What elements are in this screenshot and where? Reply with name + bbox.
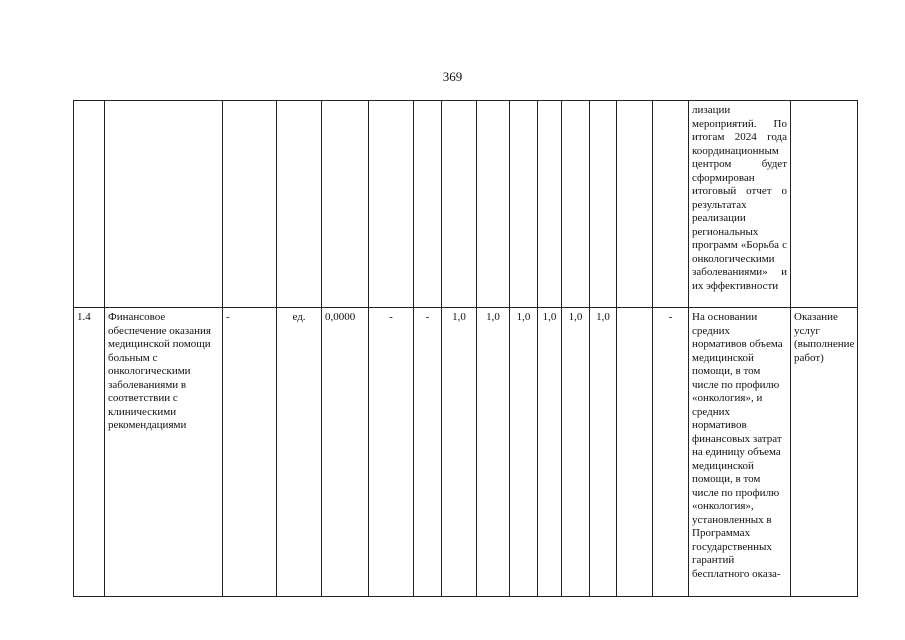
- year-value-cell: 1,0: [562, 308, 590, 597]
- type-cell: Оказание услуг (выполнение работ): [791, 308, 858, 597]
- measure-name-cell: [105, 101, 223, 308]
- page-number: 369: [442, 69, 463, 84]
- year-value-cell: [617, 308, 653, 597]
- year-value-cell: [653, 101, 689, 308]
- table-row: [74, 308, 858, 597]
- year-value-cell: [369, 101, 414, 308]
- unit-cell: [277, 101, 322, 308]
- year-value-cell: [414, 101, 442, 308]
- year-value-cell: [562, 101, 590, 308]
- year-value-cell: -: [653, 308, 689, 597]
- year-value-cell: -: [369, 308, 414, 597]
- year-value-cell: [617, 101, 653, 308]
- row-number-cell: 1.4: [74, 308, 105, 597]
- indicator-cell: [223, 101, 277, 308]
- year-value-cell: 1,0: [590, 308, 617, 597]
- year-value-cell: 1,0: [442, 308, 477, 597]
- table-row: [74, 101, 858, 308]
- year-value-cell: [442, 101, 477, 308]
- year-value-cell: -: [414, 308, 442, 597]
- year-value-cell: [477, 101, 510, 308]
- base-value-cell: [322, 101, 369, 308]
- type-cell: [791, 101, 858, 308]
- year-value-cell: [538, 101, 562, 308]
- year-value-cell: [590, 101, 617, 308]
- unit-cell: ед.: [277, 308, 322, 597]
- measure-name-cell: Финансовое обеспечение оказания медицинской помощи больным с онкологическими заболеваниями в соответствии с клиническими рекомендациями: [105, 308, 223, 597]
- indicator-cell: -: [223, 308, 277, 597]
- year-value-cell: 1,0: [538, 308, 562, 597]
- year-value-cell: [510, 101, 538, 308]
- year-value-cell: 1,0: [477, 308, 510, 597]
- year-value-cell: 1,0: [510, 308, 538, 597]
- row-number-cell: [74, 101, 105, 308]
- base-value-cell: 0,0000: [322, 308, 369, 597]
- description-cell: На основании средних нормативов объема медицинской помощи, в том числе по профилю «онкология», и средних нормативов финансовых затрат на единицу объема медицинской помощи, в том числе по профилю «онкология», установленных в Программах государственных гарантий бесплатного оказа-: [689, 308, 791, 597]
- document-table: [73, 100, 858, 597]
- description-cell: лизации мероприятий. По итогам 2024 года координационным центром будет сформирован итоговый отчет о результатах реализации региональных программ «Борьба с онкологическими заболеваниями» и их эффективности: [689, 101, 791, 308]
